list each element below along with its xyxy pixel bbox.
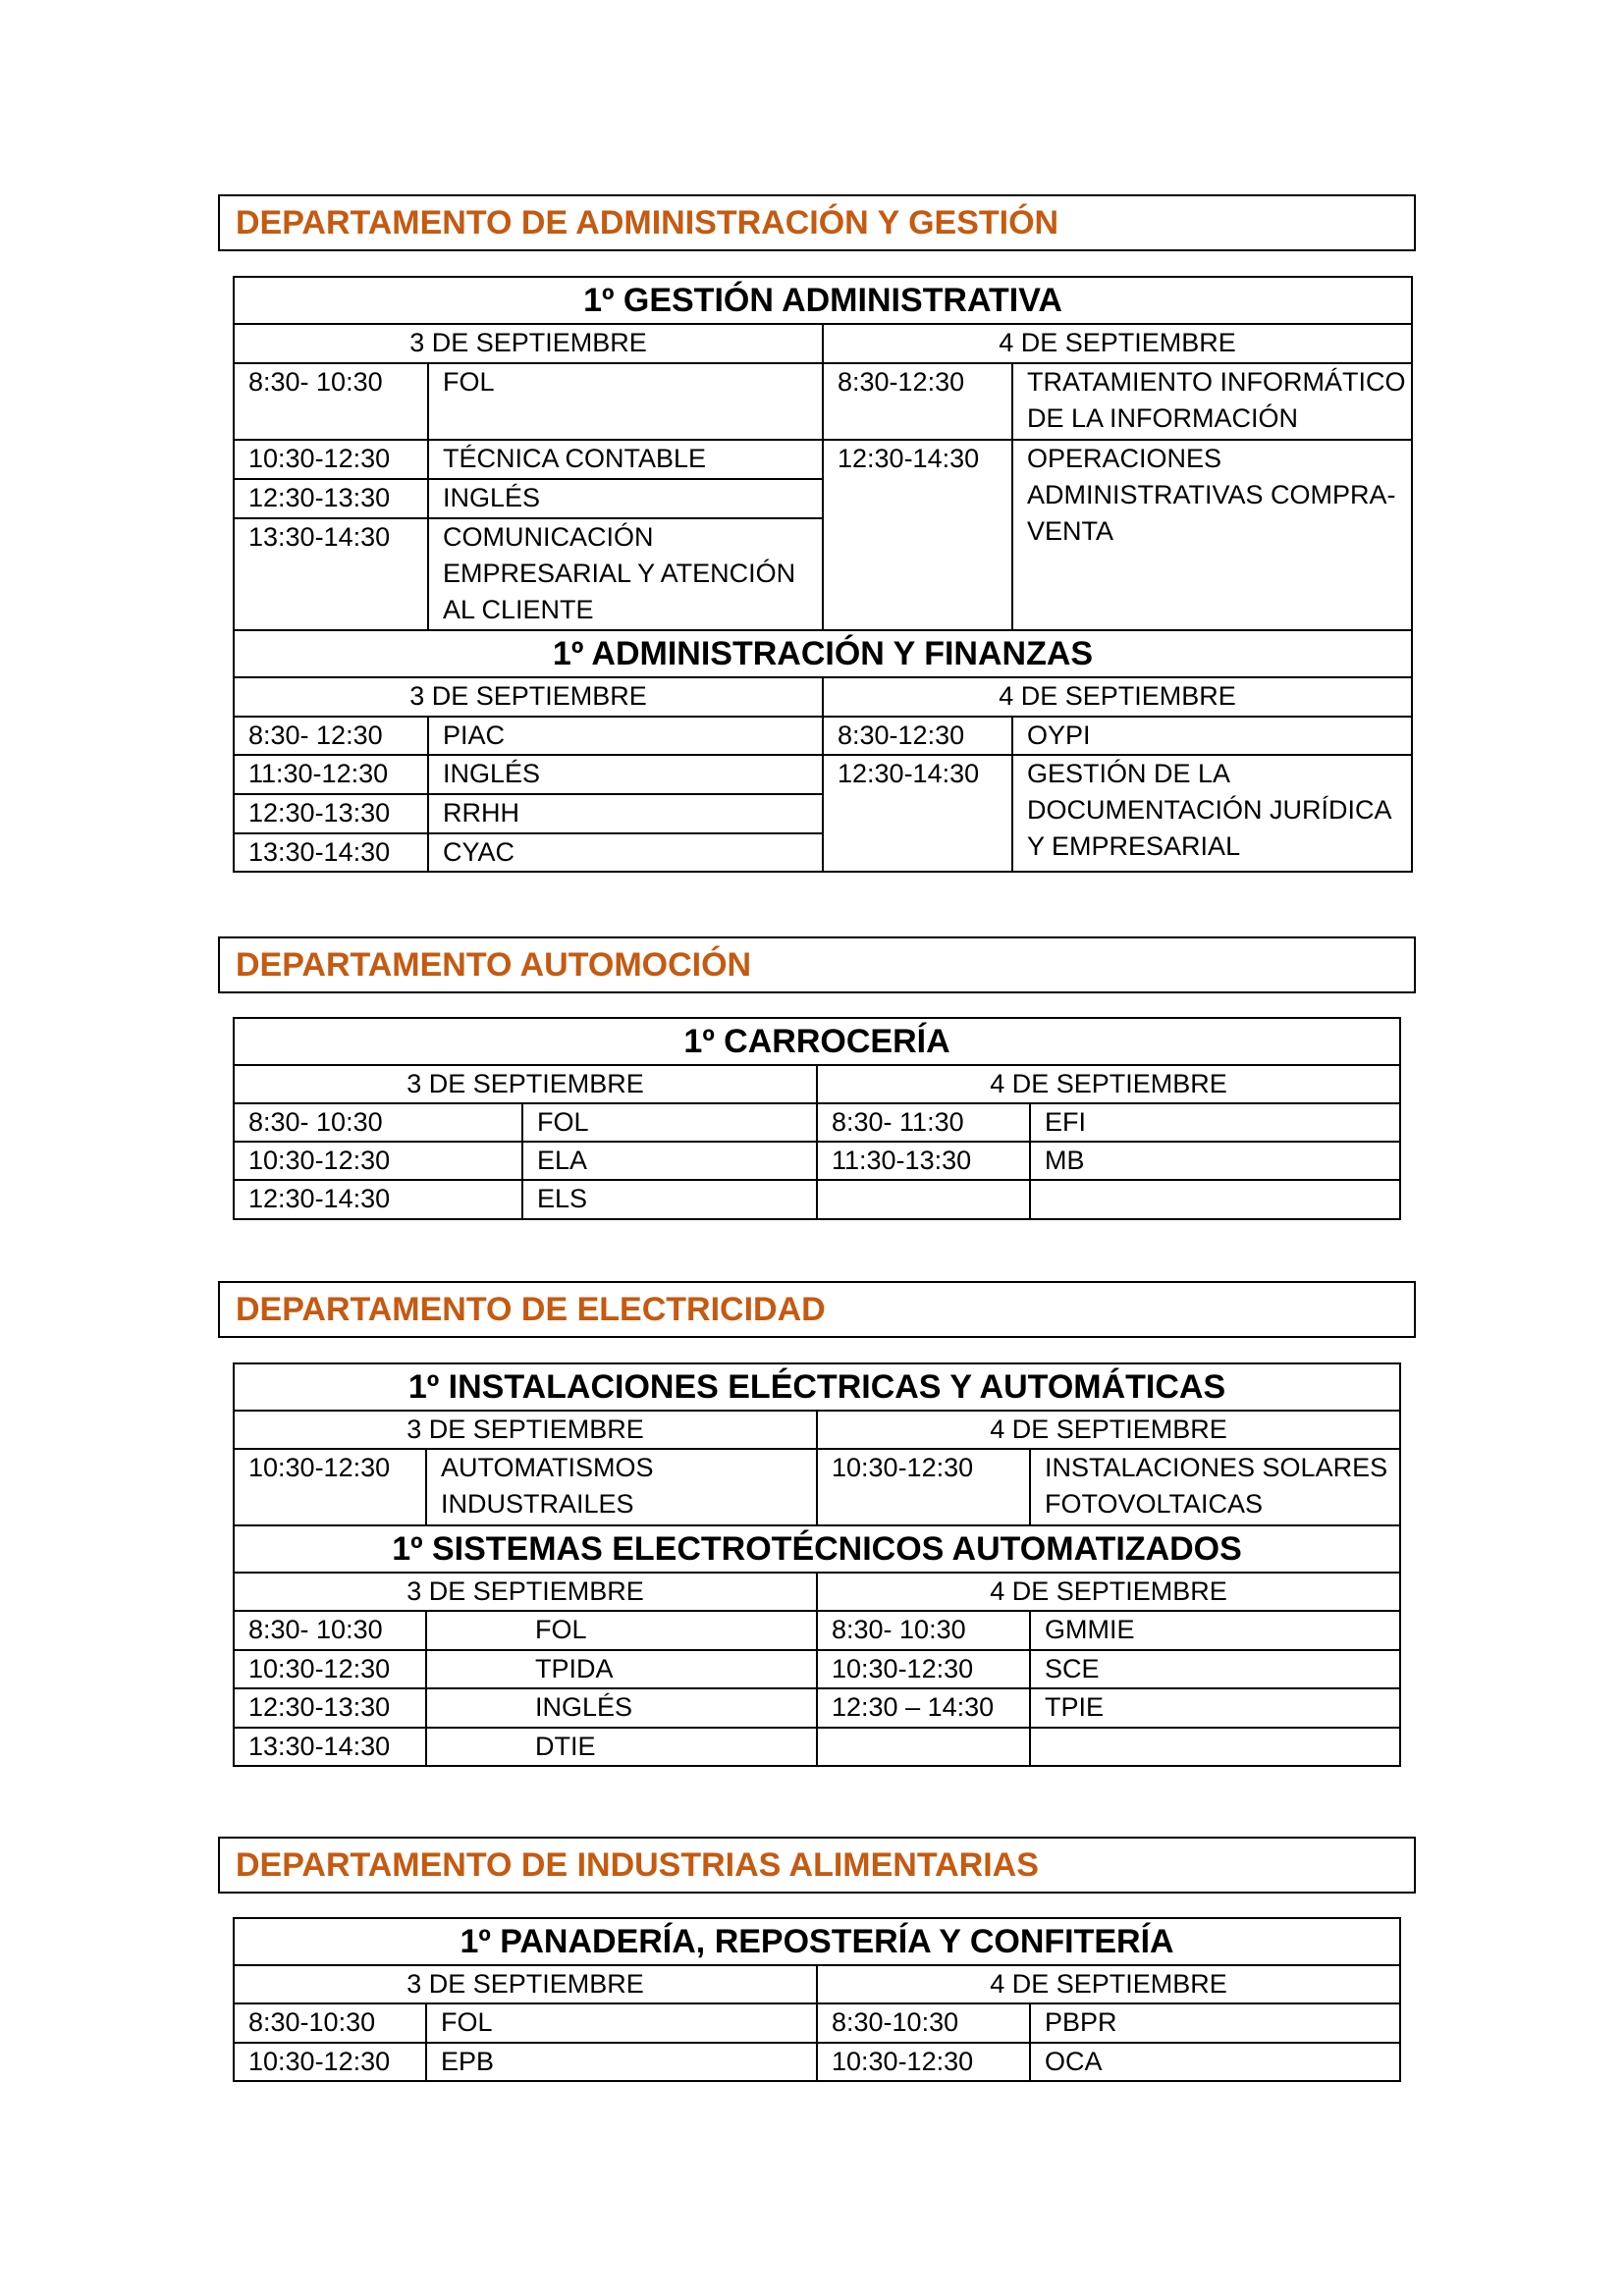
time-cell: 10:30-12:30: [817, 1449, 1030, 1525]
time-cell: 10:30-12:30: [817, 2043, 1030, 2081]
schedule-table-alim: [233, 1917, 1401, 2082]
course-title: 1º GESTIÓN ADMINISTRATIVA: [234, 277, 1412, 324]
department-heading-admin: DEPARTAMENTO DE ADMINISTRACIÓN Y GESTIÓN: [218, 194, 1416, 251]
course-title: 1º SISTEMAS ELECTROTÉCNICOS AUTOMATIZADOS: [234, 1525, 1400, 1573]
time-cell: 12:30-13:30: [234, 1688, 426, 1728]
time-cell: 10:30-12:30: [234, 440, 428, 479]
time-cell: 12:30-14:30: [823, 440, 1012, 630]
time-cell: 8:30-12:30: [823, 717, 1012, 755]
time-cell: 10:30-12:30: [817, 1650, 1030, 1688]
time-cell: 12:30 – 14:30: [817, 1688, 1030, 1728]
day-header: 3 DE SEPTIEMBRE: [234, 1573, 817, 1611]
subject-cell: PIAC: [428, 717, 823, 755]
time-cell: 8:30- 10:30: [234, 1611, 426, 1650]
department-heading-alim: DEPARTAMENTO DE INDUSTRIAS ALIMENTARIAS: [218, 1837, 1416, 1894]
subject-cell: ELS: [522, 1180, 817, 1219]
time-cell: 10:30-12:30: [234, 1142, 522, 1180]
time-cell: 12:30-13:30: [234, 479, 428, 518]
subject-cell: TPIE: [1030, 1688, 1400, 1728]
day-header: 4 DE SEPTIEMBRE: [817, 1573, 1400, 1611]
day-header: 4 DE SEPTIEMBRE: [817, 1065, 1400, 1103]
time-cell: 8:30- 12:30: [234, 717, 428, 755]
time-cell: 8:30- 10:30: [234, 363, 428, 440]
schedule-table-admin: [233, 276, 1413, 873]
course-title: 1º CARROCERÍA: [234, 1018, 1400, 1065]
subject-cell: INGLÉS: [428, 479, 823, 518]
subject-cell: EPB: [426, 2043, 817, 2081]
subject-cell: TÉCNICA CONTABLE: [428, 440, 823, 479]
time-cell: 8:30-10:30: [234, 2003, 426, 2043]
subject-cell: TRATAMIENTO INFORMÁTICO DE LA INFORMACIÓN: [1012, 363, 1412, 440]
time-cell: 12:30-14:30: [234, 1180, 522, 1219]
time-cell: 8:30- 10:30: [234, 1103, 522, 1142]
time-cell: 10:30-12:30: [234, 2043, 426, 2081]
subject-cell: FOL: [428, 363, 823, 440]
subject-cell: PBPR: [1030, 2003, 1400, 2043]
subject-cell: EFI: [1030, 1103, 1400, 1142]
department-heading-auto: DEPARTAMENTO AUTOMOCIÓN: [218, 936, 1416, 993]
subject-cell: ELA: [522, 1142, 817, 1180]
day-header: 3 DE SEPTIEMBRE: [234, 1411, 817, 1449]
schedule-table-elec: [233, 1362, 1401, 1767]
time-cell: 8:30- 10:30: [817, 1611, 1030, 1650]
subject-cell: AUTOMATISMOS INDUSTRAILES: [426, 1449, 817, 1525]
subject-cell: DTIE: [426, 1728, 817, 1766]
subject-cell: GMMIE: [1030, 1611, 1400, 1650]
day-header: 4 DE SEPTIEMBRE: [823, 677, 1412, 717]
day-header: 4 DE SEPTIEMBRE: [817, 1411, 1400, 1449]
subject-cell: INGLÉS: [426, 1688, 817, 1728]
day-header: 3 DE SEPTIEMBRE: [234, 1065, 817, 1103]
time-cell: 13:30-14:30: [234, 518, 428, 630]
empty-cell: [817, 1180, 1030, 1219]
time-cell: 11:30-12:30: [234, 755, 428, 794]
subject-cell: INGLÉS: [428, 755, 823, 794]
subject-cell: MB: [1030, 1142, 1400, 1180]
subject-cell: FOL: [522, 1103, 817, 1142]
time-cell: 10:30-12:30: [234, 1449, 426, 1525]
subject-cell: OYPI: [1012, 717, 1412, 755]
day-header: 3 DE SEPTIEMBRE: [234, 1965, 817, 2003]
subject-cell: GESTIÓN DE LA DOCUMENTACIÓN JURÍDICA Y EMPRESARIAL: [1012, 755, 1412, 872]
day-header: 3 DE SEPTIEMBRE: [234, 324, 823, 363]
time-cell: 13:30-14:30: [234, 833, 428, 872]
day-header: 3 DE SEPTIEMBRE: [234, 677, 823, 717]
time-cell: 8:30- 11:30: [817, 1103, 1030, 1142]
time-cell: 12:30-14:30: [823, 755, 1012, 872]
time-cell: 13:30-14:30: [234, 1728, 426, 1766]
subject-cell: OCA: [1030, 2043, 1400, 2081]
time-cell: 10:30-12:30: [234, 1650, 426, 1688]
empty-cell: [1030, 1180, 1400, 1219]
subject-cell: TPIDA: [426, 1650, 817, 1688]
day-header: 4 DE SEPTIEMBRE: [823, 324, 1412, 363]
course-title: 1º INSTALACIONES ELÉCTRICAS Y AUTOMÁTICAS: [234, 1363, 1400, 1411]
subject-cell: RRHH: [428, 794, 823, 833]
subject-cell: FOL: [426, 2003, 817, 2043]
subject-cell: CYAC: [428, 833, 823, 872]
subject-cell: FOL: [426, 1611, 817, 1650]
subject-cell: SCE: [1030, 1650, 1400, 1688]
schedule-table-auto: [233, 1017, 1401, 1220]
empty-cell: [817, 1728, 1030, 1766]
time-cell: 12:30-13:30: [234, 794, 428, 833]
day-header: 4 DE SEPTIEMBRE: [817, 1965, 1400, 2003]
subject-cell: COMUNICACIÓN EMPRESARIAL Y ATENCIÓN AL CLIENTE: [428, 518, 823, 630]
course-title: 1º PANADERÍA, REPOSTERÍA Y CONFITERÍA: [234, 1918, 1400, 1965]
subject-cell: OPERACIONES ADMINISTRATIVAS COMPRA-VENTA: [1012, 440, 1412, 630]
time-cell: 8:30-12:30: [823, 363, 1012, 440]
time-cell: 11:30-13:30: [817, 1142, 1030, 1180]
course-title: 1º ADMINISTRACIÓN Y FINANZAS: [234, 630, 1412, 677]
subject-cell: INSTALACIONES SOLARES FOTOVOLTAICAS: [1030, 1449, 1400, 1525]
empty-cell: [1030, 1728, 1400, 1766]
department-heading-elec: DEPARTAMENTO DE ELECTRICIDAD: [218, 1281, 1416, 1338]
time-cell: 8:30-10:30: [817, 2003, 1030, 2043]
